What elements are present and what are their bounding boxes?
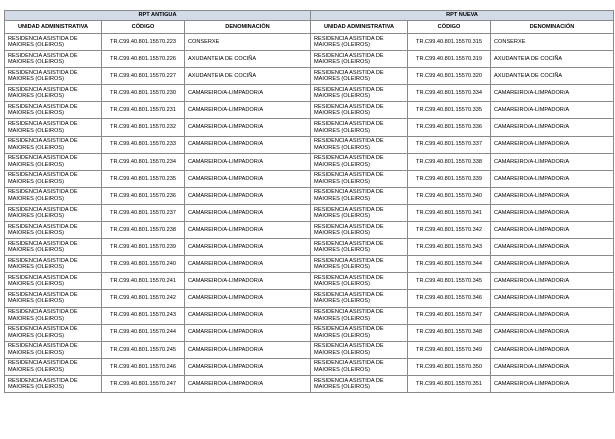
table-row: [5, 136, 614, 153]
new-code-cell: TR.C99.40.801.15570.349: [408, 341, 491, 358]
old-code-cell: TR.C99.40.801.15570.235: [102, 170, 185, 187]
new-code-cell: TR.C99.40.801.15570.319: [408, 51, 491, 68]
new-code-cell: TR.C99.40.801.15570.347: [408, 307, 491, 324]
old-denomination-cell: CONSERXE: [185, 34, 311, 51]
new-admin-unit-cell: RESIDENCIA ASISTIDA DE MAIORES (OLEIROS): [311, 51, 408, 68]
table-row: [5, 68, 614, 85]
old-denomination-cell: CAMAREIRO/A-LIMPADOR/A: [185, 324, 311, 341]
old-admin-unit-cell: RESIDENCIA ASISTIDA DE MAIORES (OLEIROS): [5, 273, 102, 290]
new-admin-unit-cell: RESIDENCIA ASISTIDA DE MAIORES (OLEIROS): [311, 204, 408, 221]
new-code-cell: TR.C99.40.801.15570.339: [408, 170, 491, 187]
old-admin-unit-cell: RESIDENCIA ASISTIDA DE MAIORES (OLEIROS): [5, 222, 102, 239]
table-row: [5, 170, 614, 187]
old-code-cell: TR.C99.40.801.15570.223: [102, 34, 185, 51]
column-header: UNIDAD ADMINISTRATIVA: [311, 21, 408, 34]
new-admin-unit-cell: RESIDENCIA ASISTIDA DE MAIORES (OLEIROS): [311, 136, 408, 153]
old-denomination-cell: CAMAREIRO/A-LIMPADOR/A: [185, 375, 311, 392]
old-denomination-cell: CAMAREIRO/A-LIMPADOR/A: [185, 239, 311, 256]
new-code-cell: TR.C99.40.801.15570.351: [408, 375, 491, 392]
old-admin-unit-cell: RESIDENCIA ASISTIDA DE MAIORES (OLEIROS): [5, 324, 102, 341]
rpt-comparison-table: [4, 10, 614, 393]
table-row: [5, 273, 614, 290]
column-header-row: [5, 21, 614, 34]
old-code-cell: TR.C99.40.801.15570.238: [102, 222, 185, 239]
new-admin-unit-cell: RESIDENCIA ASISTIDA DE MAIORES (OLEIROS): [311, 153, 408, 170]
new-admin-unit-cell: RESIDENCIA ASISTIDA DE MAIORES (OLEIROS): [311, 290, 408, 307]
old-admin-unit-cell: RESIDENCIA ASISTIDA DE MAIORES (OLEIROS): [5, 307, 102, 324]
new-denomination-cell: CAMAREIRO/A-LIMPADOR/A: [491, 375, 614, 392]
old-admin-unit-cell: RESIDENCIA ASISTIDA DE MAIORES (OLEIROS): [5, 68, 102, 85]
new-code-cell: TR.C99.40.801.15570.337: [408, 136, 491, 153]
new-denomination-cell: CAMAREIRO/A-LIMPADOR/A: [491, 307, 614, 324]
new-denomination-cell: CAMAREIRO/A-LIMPADOR/A: [491, 119, 614, 136]
table-row: [5, 119, 614, 136]
old-admin-unit-cell: RESIDENCIA ASISTIDA DE MAIORES (OLEIROS): [5, 187, 102, 204]
table-row: [5, 222, 614, 239]
new-denomination-cell: CAMAREIRO/A-LIMPADOR/A: [491, 290, 614, 307]
table-row: [5, 307, 614, 324]
old-code-cell: TR.C99.40.801.15570.242: [102, 290, 185, 307]
old-denomination-cell: CAMAREIRO/A-LIMPADOR/A: [185, 256, 311, 273]
table-row: [5, 34, 614, 51]
new-admin-unit-cell: RESIDENCIA ASISTIDA DE MAIORES (OLEIROS): [311, 341, 408, 358]
new-code-cell: TR.C99.40.801.15570.344: [408, 256, 491, 273]
old-admin-unit-cell: RESIDENCIA ASISTIDA DE MAIORES (OLEIROS): [5, 34, 102, 51]
column-header: UNIDAD ADMINISTRATIVA: [5, 21, 102, 34]
old-denomination-cell: CAMAREIRO/A-LIMPADOR/A: [185, 136, 311, 153]
new-code-cell: TR.C99.40.801.15570.350: [408, 358, 491, 375]
new-code-cell: TR.C99.40.801.15570.345: [408, 273, 491, 290]
old-admin-unit-cell: RESIDENCIA ASISTIDA DE MAIORES (OLEIROS): [5, 170, 102, 187]
old-denomination-cell: CAMAREIRO/A-LIMPADOR/A: [185, 187, 311, 204]
new-code-cell: TR.C99.40.801.15570.340: [408, 187, 491, 204]
table-row: [5, 239, 614, 256]
rpt-comparison-table-container: [4, 10, 613, 393]
old-denomination-cell: CAMAREIRO/A-LIMPADOR/A: [185, 85, 311, 102]
old-code-cell: TR.C99.40.801.15570.230: [102, 85, 185, 102]
old-code-cell: TR.C99.40.801.15570.234: [102, 153, 185, 170]
new-code-cell: TR.C99.40.801.15570.342: [408, 222, 491, 239]
new-denomination-cell: CAMAREIRO/A-LIMPADOR/A: [491, 102, 614, 119]
table-row: [5, 256, 614, 273]
old-code-cell: TR.C99.40.801.15570.244: [102, 324, 185, 341]
column-header: DENOMINACIÓN: [185, 21, 311, 34]
old-denomination-cell: CAMAREIRO/A-LIMPADOR/A: [185, 307, 311, 324]
old-denomination-cell: AXUDANTEIA DE COCIÑA: [185, 68, 311, 85]
old-admin-unit-cell: RESIDENCIA ASISTIDA DE MAIORES (OLEIROS): [5, 102, 102, 119]
new-denomination-cell: CAMAREIRO/A-LIMPADOR/A: [491, 239, 614, 256]
new-admin-unit-cell: RESIDENCIA ASISTIDA DE MAIORES (OLEIROS): [311, 375, 408, 392]
table-row: [5, 324, 614, 341]
new-code-cell: TR.C99.40.801.15570.348: [408, 324, 491, 341]
old-denomination-cell: CAMAREIRO/A-LIMPADOR/A: [185, 119, 311, 136]
table-row: [5, 85, 614, 102]
table-row: [5, 153, 614, 170]
old-admin-unit-cell: RESIDENCIA ASISTIDA DE MAIORES (OLEIROS): [5, 375, 102, 392]
old-code-cell: TR.C99.40.801.15570.237: [102, 204, 185, 221]
new-denomination-cell: CAMAREIRO/A-LIMPADOR/A: [491, 358, 614, 375]
column-header: DENOMINACIÓN: [491, 21, 614, 34]
new-denomination-cell: CONSERXE: [491, 34, 614, 51]
table-row: [5, 358, 614, 375]
old-admin-unit-cell: RESIDENCIA ASISTIDA DE MAIORES (OLEIROS): [5, 341, 102, 358]
old-denomination-cell: CAMAREIRO/A-LIMPADOR/A: [185, 358, 311, 375]
old-admin-unit-cell: RESIDENCIA ASISTIDA DE MAIORES (OLEIROS): [5, 256, 102, 273]
new-admin-unit-cell: RESIDENCIA ASISTIDA DE MAIORES (OLEIROS): [311, 239, 408, 256]
old-admin-unit-cell: RESIDENCIA ASISTIDA DE MAIORES (OLEIROS): [5, 85, 102, 102]
old-denomination-cell: CAMAREIRO/A-LIMPADOR/A: [185, 102, 311, 119]
table-row: [5, 290, 614, 307]
old-code-cell: TR.C99.40.801.15570.232: [102, 119, 185, 136]
table-row: [5, 375, 614, 392]
new-code-cell: TR.C99.40.801.15570.338: [408, 153, 491, 170]
old-admin-unit-cell: RESIDENCIA ASISTIDA DE MAIORES (OLEIROS): [5, 358, 102, 375]
old-admin-unit-cell: RESIDENCIA ASISTIDA DE MAIORES (OLEIROS): [5, 239, 102, 256]
group-header-new-rpt: RPT NUEVA: [311, 11, 614, 21]
new-admin-unit-cell: RESIDENCIA ASISTIDA DE MAIORES (OLEIROS): [311, 119, 408, 136]
new-admin-unit-cell: RESIDENCIA ASISTIDA DE MAIORES (OLEIROS): [311, 34, 408, 51]
new-admin-unit-cell: RESIDENCIA ASISTIDA DE MAIORES (OLEIROS): [311, 187, 408, 204]
new-denomination-cell: CAMAREIRO/A-LIMPADOR/A: [491, 324, 614, 341]
old-code-cell: TR.C99.40.801.15570.236: [102, 187, 185, 204]
new-denomination-cell: CAMAREIRO/A-LIMPADOR/A: [491, 273, 614, 290]
new-code-cell: TR.C99.40.801.15570.343: [408, 239, 491, 256]
group-header-old-rpt: RPT ANTIGUA: [5, 11, 311, 21]
old-code-cell: TR.C99.40.801.15570.246: [102, 358, 185, 375]
old-admin-unit-cell: RESIDENCIA ASISTIDA DE MAIORES (OLEIROS): [5, 290, 102, 307]
new-denomination-cell: CAMAREIRO/A-LIMPADOR/A: [491, 170, 614, 187]
new-denomination-cell: CAMAREIRO/A-LIMPADOR/A: [491, 136, 614, 153]
new-denomination-cell: CAMAREIRO/A-LIMPADOR/A: [491, 341, 614, 358]
new-admin-unit-cell: RESIDENCIA ASISTIDA DE MAIORES (OLEIROS): [311, 358, 408, 375]
new-admin-unit-cell: RESIDENCIA ASISTIDA DE MAIORES (OLEIROS): [311, 85, 408, 102]
new-code-cell: TR.C99.40.801.15570.346: [408, 290, 491, 307]
new-code-cell: TR.C99.40.801.15570.341: [408, 204, 491, 221]
old-admin-unit-cell: RESIDENCIA ASISTIDA DE MAIORES (OLEIROS): [5, 153, 102, 170]
new-admin-unit-cell: RESIDENCIA ASISTIDA DE MAIORES (OLEIROS): [311, 68, 408, 85]
old-denomination-cell: CAMAREIRO/A-LIMPADOR/A: [185, 153, 311, 170]
new-code-cell: TR.C99.40.801.15570.335: [408, 102, 491, 119]
old-denomination-cell: CAMAREIRO/A-LIMPADOR/A: [185, 341, 311, 358]
old-code-cell: TR.C99.40.801.15570.240: [102, 256, 185, 273]
table-row: [5, 51, 614, 68]
column-header: CÓDIGO: [102, 21, 185, 34]
old-denomination-cell: CAMAREIRO/A-LIMPADOR/A: [185, 290, 311, 307]
new-code-cell: TR.C99.40.801.15570.315: [408, 34, 491, 51]
new-denomination-cell: AXUDANTEIA DE COCIÑA: [491, 51, 614, 68]
old-denomination-cell: CAMAREIRO/A-LIMPADOR/A: [185, 273, 311, 290]
old-code-cell: TR.C99.40.801.15570.231: [102, 102, 185, 119]
new-denomination-cell: CAMAREIRO/A-LIMPADOR/A: [491, 153, 614, 170]
table-row: [5, 102, 614, 119]
new-denomination-cell: CAMAREIRO/A-LIMPADOR/A: [491, 204, 614, 221]
new-denomination-cell: CAMAREIRO/A-LIMPADOR/A: [491, 256, 614, 273]
old-denomination-cell: AXUDANTEIA DE COCIÑA: [185, 51, 311, 68]
old-denomination-cell: CAMAREIRO/A-LIMPADOR/A: [185, 222, 311, 239]
old-denomination-cell: CAMAREIRO/A-LIMPADOR/A: [185, 170, 311, 187]
new-denomination-cell: AXUDANTEIA DE COCIÑA: [491, 68, 614, 85]
old-code-cell: TR.C99.40.801.15570.239: [102, 239, 185, 256]
new-admin-unit-cell: RESIDENCIA ASISTIDA DE MAIORES (OLEIROS): [311, 222, 408, 239]
table-body: [5, 34, 614, 393]
old-code-cell: TR.C99.40.801.15570.247: [102, 375, 185, 392]
old-denomination-cell: CAMAREIRO/A-LIMPADOR/A: [185, 204, 311, 221]
old-code-cell: TR.C99.40.801.15570.233: [102, 136, 185, 153]
old-admin-unit-cell: RESIDENCIA ASISTIDA DE MAIORES (OLEIROS): [5, 136, 102, 153]
new-code-cell: TR.C99.40.801.15570.336: [408, 119, 491, 136]
new-admin-unit-cell: RESIDENCIA ASISTIDA DE MAIORES (OLEIROS): [311, 170, 408, 187]
new-code-cell: TR.C99.40.801.15570.320: [408, 68, 491, 85]
new-denomination-cell: CAMAREIRO/A-LIMPADOR/A: [491, 187, 614, 204]
new-admin-unit-cell: RESIDENCIA ASISTIDA DE MAIORES (OLEIROS): [311, 324, 408, 341]
table-row: [5, 187, 614, 204]
old-code-cell: TR.C99.40.801.15570.241: [102, 273, 185, 290]
new-admin-unit-cell: RESIDENCIA ASISTIDA DE MAIORES (OLEIROS): [311, 256, 408, 273]
old-code-cell: TR.C99.40.801.15570.226: [102, 51, 185, 68]
old-code-cell: TR.C99.40.801.15570.245: [102, 341, 185, 358]
new-admin-unit-cell: RESIDENCIA ASISTIDA DE MAIORES (OLEIROS): [311, 307, 408, 324]
new-admin-unit-cell: RESIDENCIA ASISTIDA DE MAIORES (OLEIROS): [311, 273, 408, 290]
group-header-row: [5, 11, 614, 21]
new-admin-unit-cell: RESIDENCIA ASISTIDA DE MAIORES (OLEIROS): [311, 102, 408, 119]
new-denomination-cell: CAMAREIRO/A-LIMPADOR/A: [491, 85, 614, 102]
old-admin-unit-cell: RESIDENCIA ASISTIDA DE MAIORES (OLEIROS): [5, 51, 102, 68]
new-denomination-cell: CAMAREIRO/A-LIMPADOR/A: [491, 222, 614, 239]
old-admin-unit-cell: RESIDENCIA ASISTIDA DE MAIORES (OLEIROS): [5, 204, 102, 221]
table-row: [5, 204, 614, 221]
old-admin-unit-cell: RESIDENCIA ASISTIDA DE MAIORES (OLEIROS): [5, 119, 102, 136]
new-code-cell: TR.C99.40.801.15570.334: [408, 85, 491, 102]
old-code-cell: TR.C99.40.801.15570.243: [102, 307, 185, 324]
table-row: [5, 341, 614, 358]
column-header: CÓDIGO: [408, 21, 491, 34]
old-code-cell: TR.C99.40.801.15570.227: [102, 68, 185, 85]
